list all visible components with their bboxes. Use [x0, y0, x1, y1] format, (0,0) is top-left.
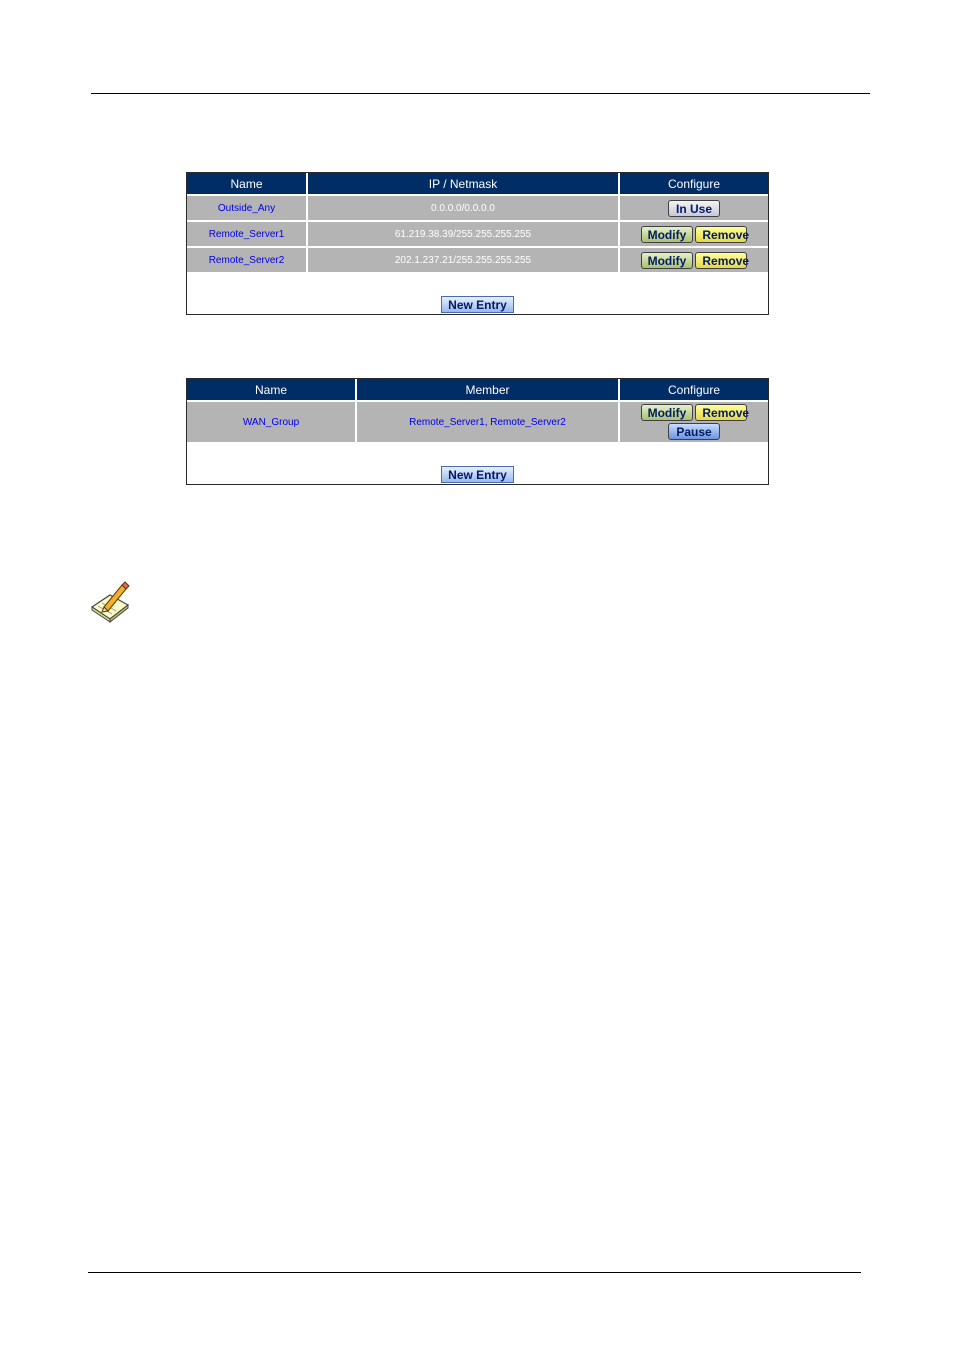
note-pencil-icon [88, 581, 132, 623]
address-table-header [187, 173, 768, 196]
column-header-ip-netmask: IP / Netmask [308, 173, 620, 196]
address-ip: 0.0.0.0/0.0.0.0 [308, 196, 620, 222]
new-entry-button[interactable]: New Entry [441, 296, 514, 313]
configure-cell [620, 248, 768, 274]
remove-button[interactable]: Remove [695, 404, 747, 421]
column-header-name: Name [187, 173, 308, 196]
address-name-link[interactable]: Remote_Server1 [187, 222, 308, 248]
modify-button[interactable]: Modify [641, 404, 693, 421]
top-rule [91, 93, 870, 94]
column-header-name: Name [187, 379, 357, 402]
in-use-button[interactable]: In Use [668, 200, 720, 217]
remove-button[interactable]: Remove [695, 226, 747, 243]
table-row [187, 402, 768, 444]
address-name-link[interactable]: Remote_Server2 [187, 248, 308, 274]
modify-button[interactable]: Modify [641, 252, 693, 269]
new-entry-button[interactable]: New Entry [441, 466, 514, 483]
address-table-footer [187, 296, 768, 314]
group-members[interactable]: Remote_Server1, Remote_Server2 [357, 402, 620, 444]
group-table-header [187, 379, 768, 402]
table-row [187, 222, 768, 248]
pause-button[interactable]: Pause [668, 423, 720, 440]
table-row [187, 196, 768, 222]
configure-cell [620, 402, 768, 444]
column-header-configure: Configure [620, 379, 768, 402]
remove-button[interactable]: Remove [695, 252, 747, 269]
group-table [187, 379, 768, 444]
address-table-panel [186, 172, 769, 315]
bottom-rule [88, 1272, 861, 1273]
configure-cell [620, 222, 768, 248]
modify-button[interactable]: Modify [641, 226, 693, 243]
column-header-member: Member [357, 379, 620, 402]
group-name-link[interactable]: WAN_Group [187, 402, 357, 444]
configure-cell [620, 196, 768, 222]
address-table [187, 173, 768, 274]
group-table-footer [187, 466, 768, 484]
address-ip: 61.219.38.39/255.255.255.255 [308, 222, 620, 248]
address-ip: 202.1.237.21/255.255.255.255 [308, 248, 620, 274]
column-header-configure: Configure [620, 173, 768, 196]
address-name-link[interactable]: Outside_Any [187, 196, 308, 222]
table-row [187, 248, 768, 274]
group-table-panel [186, 378, 769, 485]
